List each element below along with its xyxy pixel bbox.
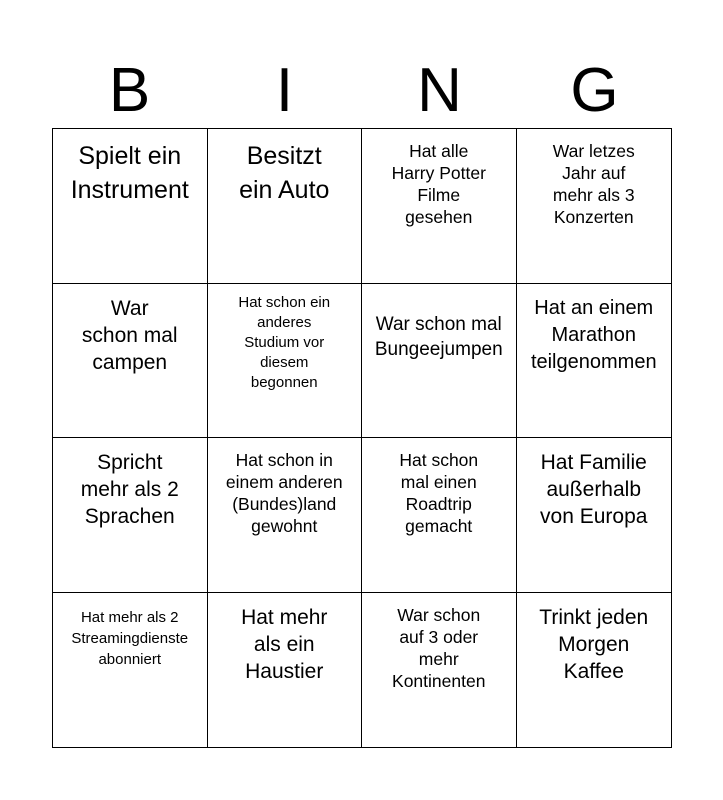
cell-label: Hat schon ein anderes Studium vor diesem begonnen [238, 293, 331, 391]
header-letter-i: I [275, 56, 294, 125]
bingo-cell-3[interactable] [362, 129, 517, 284]
cell-label: Spielt ein Instrument [70, 142, 189, 204]
bingo-cell-4[interactable] [517, 129, 672, 284]
cell-label: Hat an einem Marathon teilgenommen [530, 296, 657, 373]
bingo-cell-5[interactable] [53, 284, 208, 439]
bingo-cell-7[interactable] [362, 284, 517, 439]
cell-label: Hat alle Harry Potter Filme gesehen [391, 141, 486, 227]
cell-label: Hat schon in einem anderen (Bundes)land gewohnt [225, 450, 343, 536]
cell-label: Hat schon mal einen Roadtrip gemacht [399, 450, 479, 536]
bingo-cell-9[interactable] [53, 438, 208, 593]
bingo-cell-2[interactable] [208, 129, 363, 284]
cell-label: Hat mehr als 2 Streamingdienste abonniert [71, 608, 189, 668]
bingo-cell-14[interactable] [208, 593, 363, 748]
cell-label: War schon mal campen [81, 296, 178, 374]
cell-label: Hat Familie außerhalb von Europa [540, 451, 648, 528]
bingo-cell-10[interactable] [208, 438, 363, 593]
bingo-header [52, 54, 672, 128]
header-letter-n: N [417, 56, 462, 125]
cell-label: Hat mehr als ein Haustier [241, 605, 328, 683]
header-letter-b: B [108, 56, 151, 125]
bingo-cell-11[interactable] [362, 438, 517, 593]
bingo-cell-12[interactable] [517, 438, 672, 593]
cell-label: War schon auf 3 oder mehr Kontinenten [392, 604, 486, 691]
cell-label: War schon mal Bungeejumpen [374, 313, 503, 360]
cell-label: Spricht mehr als 2 Sprachen [80, 451, 179, 528]
bingo-cell-6[interactable] [208, 284, 363, 439]
bingo-cell-16[interactable] [517, 593, 672, 748]
bingo-cell-15[interactable] [362, 593, 517, 748]
cell-label: Besitzt ein Auto [239, 142, 330, 204]
bingo-cell-1[interactable] [53, 129, 208, 284]
cell-label: War letzes Jahr auf mehr als 3 Konzerten [552, 141, 635, 227]
bingo-cell-8[interactable] [517, 284, 672, 439]
bingo-grid [52, 128, 672, 748]
bingo-cell-13[interactable] [53, 593, 208, 748]
cell-label: Trinkt jeden Morgen Kaffee [539, 605, 649, 683]
header-letter-g: G [570, 56, 619, 125]
